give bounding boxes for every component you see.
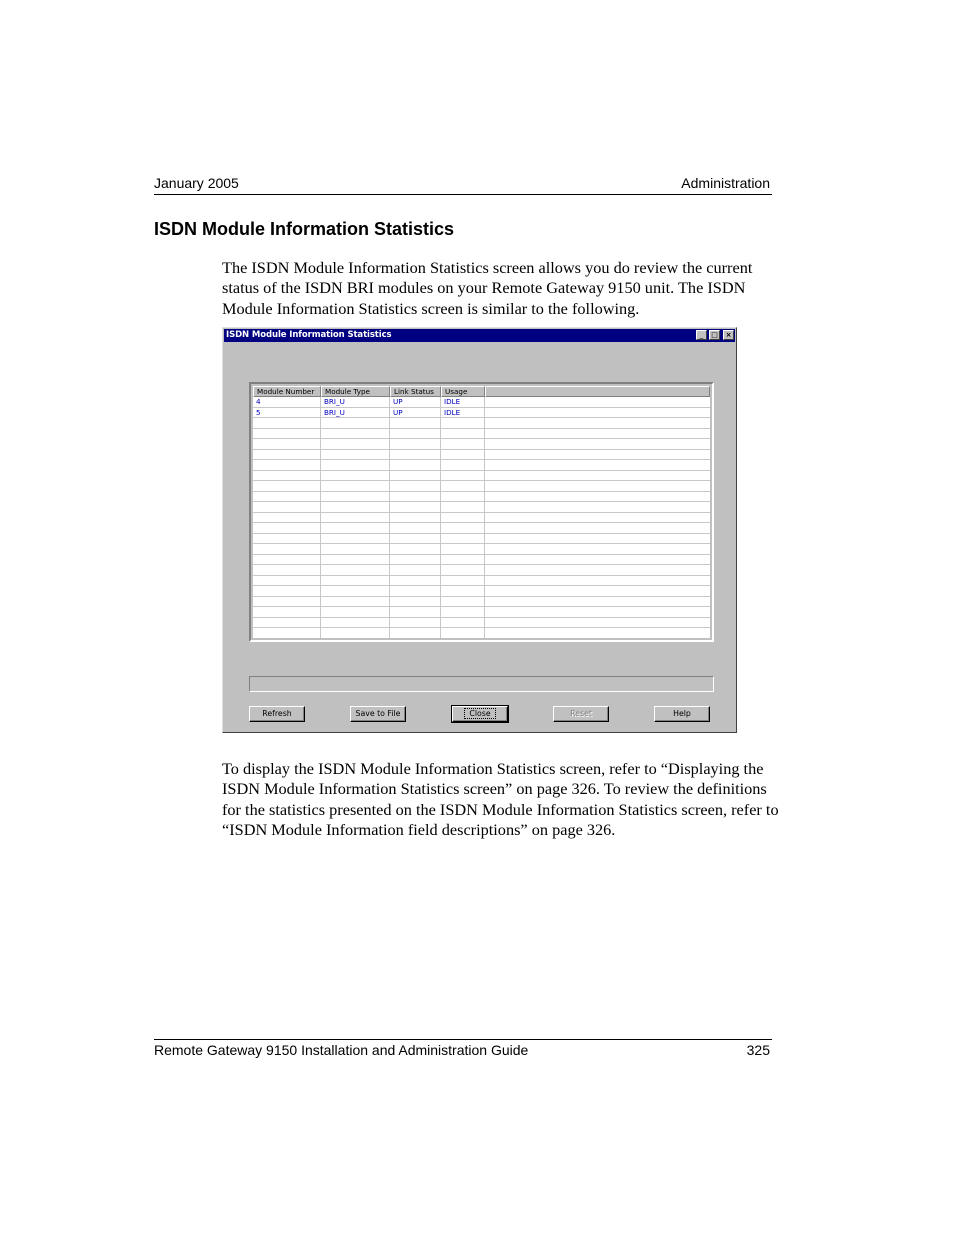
table-header: [253, 386, 710, 397]
module-statistics-table[interactable]: [249, 382, 714, 642]
cell-usage: IDLE: [444, 407, 461, 417]
dialog-title: ISDN Module Information Statistics: [226, 330, 392, 340]
save-to-file-button-label: Save to File: [355, 709, 401, 718]
empty-table-row: [253, 450, 710, 461]
cell-module-number: 4: [256, 397, 261, 406]
isdn-statistics-dialog: [222, 327, 737, 733]
section-title: ISDN Module Information Statistics: [154, 219, 455, 239]
cell-module-type: BRI_U: [324, 397, 345, 406]
empty-table-row: [253, 544, 710, 555]
header-rule: [154, 194, 772, 195]
help-button-label: Help: [673, 709, 691, 718]
minimize-button[interactable]: _: [696, 330, 707, 340]
help-button[interactable]: [654, 706, 710, 722]
empty-table-row: [253, 429, 710, 440]
reset-button: [553, 706, 609, 722]
maximize-button[interactable]: □: [709, 330, 720, 340]
column-header-module-number[interactable]: Module Number: [253, 386, 321, 397]
empty-table-row: [253, 565, 710, 576]
close-window-button[interactable]: ×: [723, 330, 734, 340]
close-button-label: Close: [465, 709, 494, 718]
empty-table-row: [253, 481, 710, 492]
column-header-filler: [485, 386, 710, 397]
reset-button-label: Reset: [570, 709, 592, 718]
empty-table-row: [253, 597, 710, 608]
status-bar: [249, 676, 714, 692]
empty-table-row: [253, 418, 710, 429]
empty-table-row: [253, 471, 710, 482]
empty-table-row: [253, 502, 710, 513]
empty-table-row: [253, 460, 710, 471]
cell-module-number: 5: [256, 407, 261, 417]
empty-table-row: [253, 555, 710, 566]
running-header-date: January 2005: [154, 175, 239, 191]
intro-paragraph: The ISDN Module Information Statistics screen allows you do review the current status of the ISDN BRI modules on your Remote Gateway 9150 unit. The ISDN Module Information Statistics screen is similar to the following.: [222, 258, 753, 318]
empty-table-row: [253, 523, 710, 534]
outro-paragraph: To display the ISDN Module Information Statistics screen, refer to “Displaying the ISDN Module Information Statistics screen” on page 326. To review the definitions for the statistics presented on the ISDN Module Information Statistics screen, refer to “ISDN Module Information field descriptions” on page 326.: [222, 759, 779, 839]
table-body: [253, 397, 710, 638]
close-button[interactable]: [452, 706, 508, 722]
table-row[interactable]: [253, 408, 710, 419]
empty-table-row: [253, 439, 710, 450]
empty-table-row: [253, 607, 710, 618]
running-header-chapter: Administration: [681, 175, 770, 191]
save-to-file-button[interactable]: [350, 706, 406, 722]
empty-table-row: [253, 534, 710, 545]
refresh-button[interactable]: [249, 706, 305, 722]
cell-link-status: UP: [393, 407, 403, 417]
footer-book-title: Remote Gateway 9150 Installation and Administration Guide: [154, 1042, 529, 1058]
empty-table-row: [253, 576, 710, 587]
cell-module-type: BRI_U: [324, 407, 345, 417]
empty-table-row: [253, 492, 710, 503]
empty-table-row: [253, 513, 710, 524]
column-header-link-status[interactable]: Link Status: [390, 386, 441, 397]
column-header-module-type[interactable]: Module Type: [321, 386, 390, 397]
page-number: 325: [746, 1042, 770, 1058]
empty-table-row: [253, 586, 710, 597]
cell-link-status: UP: [393, 397, 403, 406]
footer-rule: [154, 1039, 772, 1040]
cell-usage: IDLE: [444, 397, 461, 406]
refresh-button-label: Refresh: [262, 709, 292, 718]
column-header-usage[interactable]: Usage: [441, 386, 485, 397]
empty-table-row: [253, 618, 710, 629]
table-row[interactable]: [253, 397, 710, 408]
dialog-titlebar: [224, 329, 735, 342]
